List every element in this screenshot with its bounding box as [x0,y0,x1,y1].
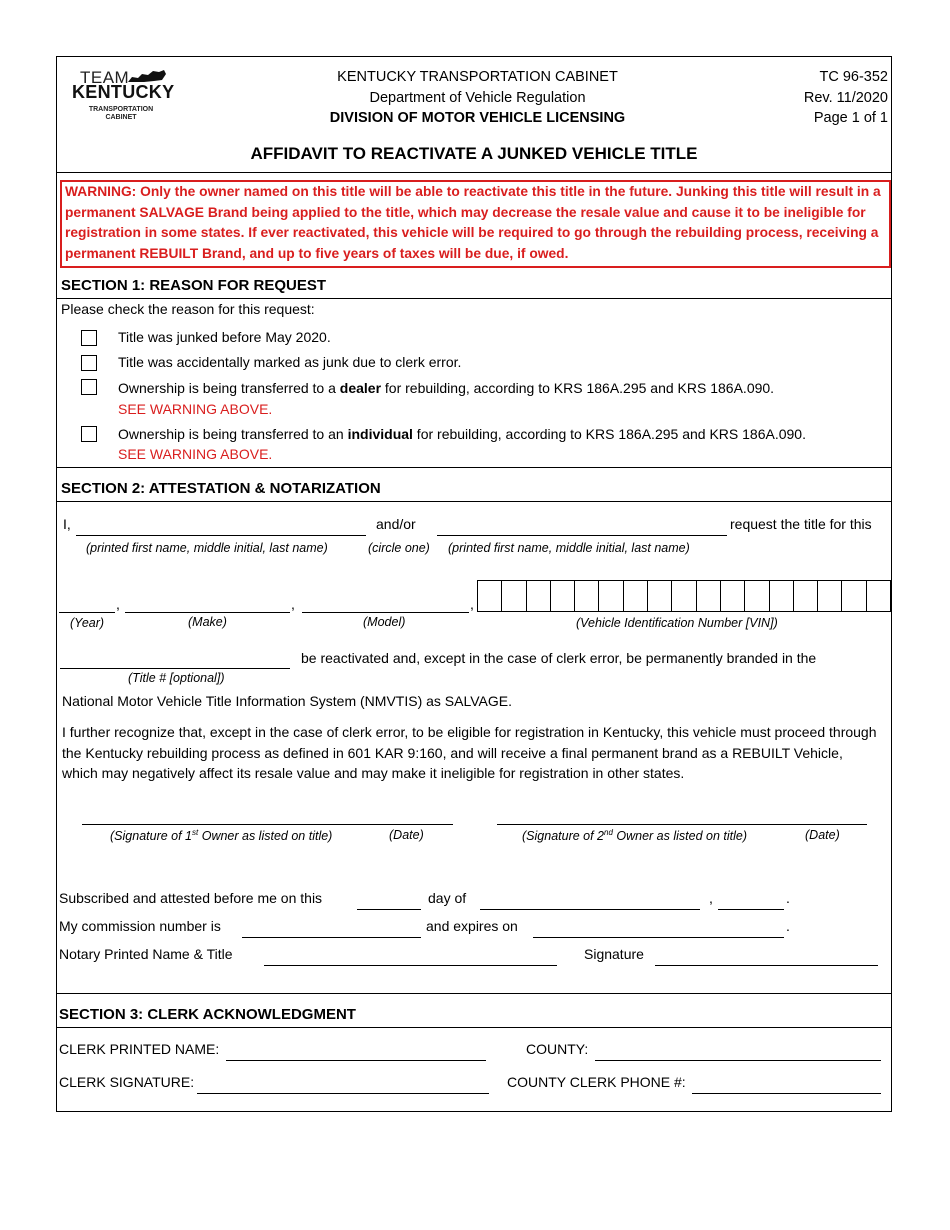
recognize-text: I further recognize that, except in the case of clerk error, to be eligible for registration in Kentucky, this vehicle must proceed through the Kentucky rebuilding process as defined in 601 KAR 9:160, and will receive a final permanent brand as a REBUILT Vehicle, which may negatively affect its resale value and may make it ineligible for registration in other states. [62,724,877,782]
title-number-caption: (Title # [optional]) [128,671,225,685]
form-number: TC 96-352 [819,69,888,85]
owner1-name-caption: (printed first name, middle initial, last name) [86,541,328,555]
section3-heading: SECTION 3: CLERK ACKNOWLEDGMENT [59,1006,356,1023]
divider [56,501,892,502]
see-warning-note: SEE WARNING ABOVE. [118,446,273,462]
warning-box: WARNING: Only the owner named on this title will be able to reactivate this title in the future. Junking this title will result in a permanent SALVAGE Brand being applied to the title, which may decrease the resale value and cause it to be ineligible for registration in some states. If ever reactivated, this vehicle will be required to go through the rebuilding process, receiving a permanent REBUILT Brand, and up to five years of taxes will be due, if owed. [60,180,891,268]
county-field[interactable] [595,1060,881,1061]
notary-signature-field[interactable] [655,965,878,966]
form-title: AFFIDAVIT TO REACTIVATE A JUNKED VEHICLE TITLE [250,144,698,163]
clerk-name-label: CLERK PRINTED NAME: [59,1041,220,1057]
divider [56,172,892,173]
reason-checkbox-clerk-error[interactable] [81,355,97,371]
vin-caption: (Vehicle Identification Number [VIN]) [576,616,778,630]
reason-checkbox-junked-before[interactable] [81,330,97,346]
reason-checkbox-individual[interactable] [81,426,97,442]
reason-label-clerk-error: Title was accidentally marked as junk due to clerk error. [118,354,462,370]
department-name: Department of Vehicle Regulation [369,89,586,106]
owner1-signature-caption: (Signature of 1st Owner as listed on title) [110,828,333,844]
owner1-date-caption: (Date) [389,828,424,842]
model-caption: (Model) [363,615,406,629]
divider [56,1027,892,1028]
owner2-signature-caption: (Signature of 2nd Owner as listed on title) [522,828,748,844]
expires-label: and expires on [426,918,518,934]
nmvtis-text: National Motor Vehicle Title Information System (NMVTIS) as SALVAGE. [62,693,512,709]
year-caption: (Year) [70,616,105,630]
clerk-phone-field[interactable] [692,1093,881,1094]
owner2-name-caption: (printed first name, middle initial, last name) [448,541,690,555]
owner1-name-field[interactable] [76,535,366,536]
circle-one-caption: (circle one) [368,541,430,555]
divider [56,467,892,468]
clerk-signature-field[interactable] [197,1093,489,1094]
section2-heading: SECTION 2: ATTESTATION & NOTARIZATION [61,480,381,497]
vin-boxes[interactable] [477,580,891,612]
division-name: DIVISION OF MOTOR VEHICLE LICENSING [329,110,626,126]
see-warning-note: SEE WARNING ABOVE. [118,401,273,417]
notary-name-label: Notary Printed Name & Title [59,946,233,962]
subscribed-label: Subscribed and attested before me on this [59,890,323,906]
clerk-name-field[interactable] [226,1060,486,1061]
notary-signature-label: Signature [584,946,644,962]
form-info-block [760,67,888,129]
request-label: request the title for this [730,516,872,532]
notary-year-field[interactable] [718,909,784,910]
commission-expiry-field[interactable] [533,937,784,938]
day-of-label: day of [428,890,467,906]
commission-number-field[interactable] [242,937,421,938]
owner1-signature-field[interactable] [82,824,453,825]
reason-label-dealer: Ownership is being transferred to a dealer for rebuilding, according to KRS 186A.295 and KRS 186A.090. [118,380,775,396]
header-agency-block [300,67,655,129]
clerk-signature-label: CLERK SIGNATURE: [59,1074,195,1090]
i-label: I, [63,516,71,532]
year-field[interactable] [59,612,115,613]
section1-heading: SECTION 1: REASON FOR REQUEST [61,277,327,294]
owner2-signature-field[interactable] [497,824,867,825]
notary-name-field[interactable] [264,965,557,966]
notary-day-field[interactable] [357,909,421,910]
owner2-date-caption: (Date) [805,828,840,842]
andor-label: and/or [376,516,416,532]
owner2-name-field[interactable] [437,535,727,536]
commission-label: My commission number is [59,918,221,934]
reason-checkbox-dealer[interactable] [81,379,97,395]
make-caption: (Make) [188,615,227,629]
reactivated-text: be reactivated and, except in the case of clerk error, be permanently branded in the [301,650,817,666]
clerk-phone-label: COUNTY CLERK PHONE #: [507,1074,686,1090]
divider [56,993,892,994]
county-label: COUNTY: [526,1041,589,1057]
divider [56,298,892,299]
model-field[interactable] [302,612,469,613]
page-number: Page 1 of 1 [813,110,888,126]
reason-label-junked-before: Title was junked before May 2020. [118,329,331,345]
form-revision: Rev. 11/2020 [803,89,888,106]
agency-name: KENTUCKY TRANSPORTATION CABINET [337,69,618,85]
notary-month-field[interactable] [480,909,700,910]
reason-label-individual: Ownership is being transferred to an individual for rebuilding, according to KRS 186A.295 and KRS 186A.090. [118,426,806,442]
make-field[interactable] [125,612,290,613]
section1-instruction: Please check the reason for this request: [61,301,315,317]
title-number-field[interactable] [60,668,290,669]
